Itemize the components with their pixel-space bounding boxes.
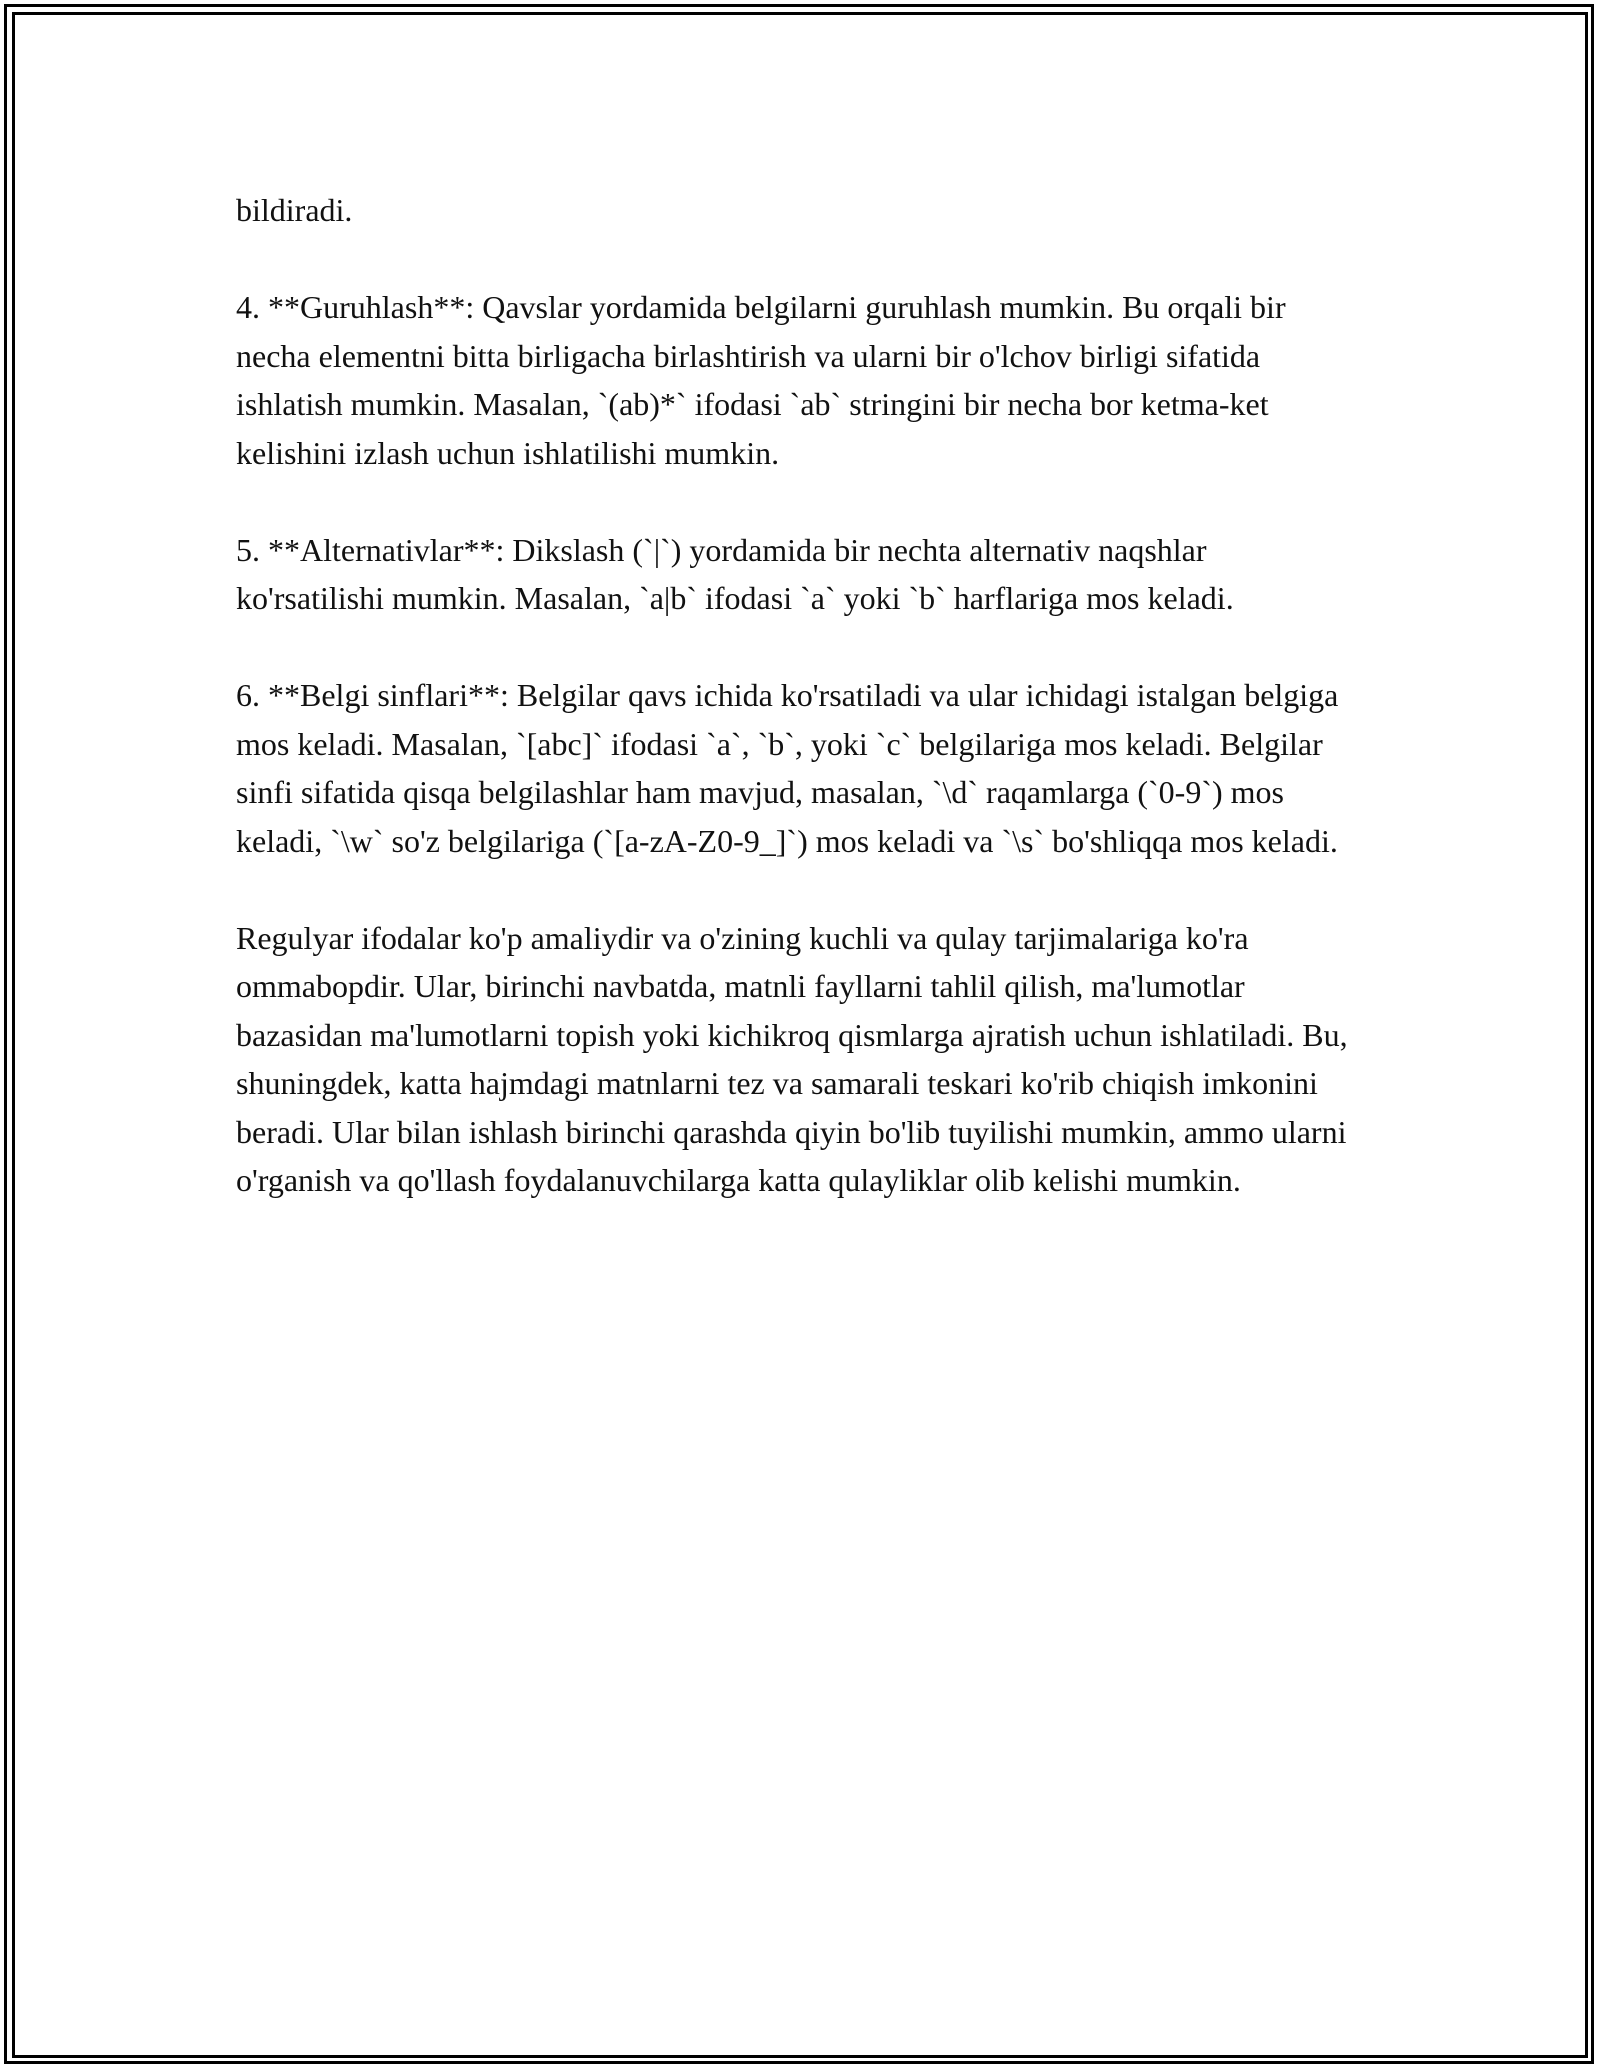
paragraph-alternatives: 5. **Alternativlar**: Dikslash (`|`) yordamida bir nechta alternativ naqshlar ko'rsatilishi mumkin. Masalan, `a|b` ifodasi `a` yoki `b` harflariga mos keladi. — [236, 531, 1234, 616]
paragraph-grouping: 4. **Guruhlash**: Qavslar yordamida belgilarni guruhlash mumkin. Bu orqali bir necha elementni bitta birligacha birlashtirish va ularni bir o'lchov birligi sifatida ishlatish mumkin. Masalan, `(ab)*` ifodasi `ab` stringini bir necha bor ketma-ket kelishini izlash uchun ishlatilishi mumkin. — [236, 289, 1286, 471]
paragraph-character-classes: 6. **Belgi sinflari**: Belgilar qavs ichida ko'rsatiladi va ular ichidagi istalgan belgiga mos keladi. Masalan, `[abc]` ifodasi `a`, `b`, yoki `c` belgilariga mos keladi. Belgilar sinfi sifatida qisqa belgilashlar ham mavjud, masalan, `\d` raqamlarga (`0-9`) mos keladi, `\w` so'z belgilariga (`[a-zA-Z0-9_]`) mos keladi va `\s` bo'shliqqa mos keladi. — [236, 677, 1339, 859]
document-body — [236, 186, 1358, 1253]
paragraph-continuation: bildiradi. — [236, 192, 353, 228]
paragraph-conclusion: Regulyar ifodalar ko'p amaliydir va o'zining kuchli va qulay tarjimalariga ko'ra ommabopdir. Ular, birinchi navbatda, matnli fayllarni tahlil qilish, ma'lumotlar bazasidan ma'lumotlarni topish yoki kichikroq qismlarga ajratish uchun ishlatiladi. Bu, shuningdek, katta hajmdagi matnlarni tez va samarali teskari ko'rib chiqish imkonini beradi. Ular bilan ishlash birinchi qarashda qiyin bo'lib tuyilishi mumkin, ammo ularni o'rganish va qo'llash foydalanuvchilarga katta qulayliklar olib kelishi mumkin. — [236, 919, 1348, 1198]
